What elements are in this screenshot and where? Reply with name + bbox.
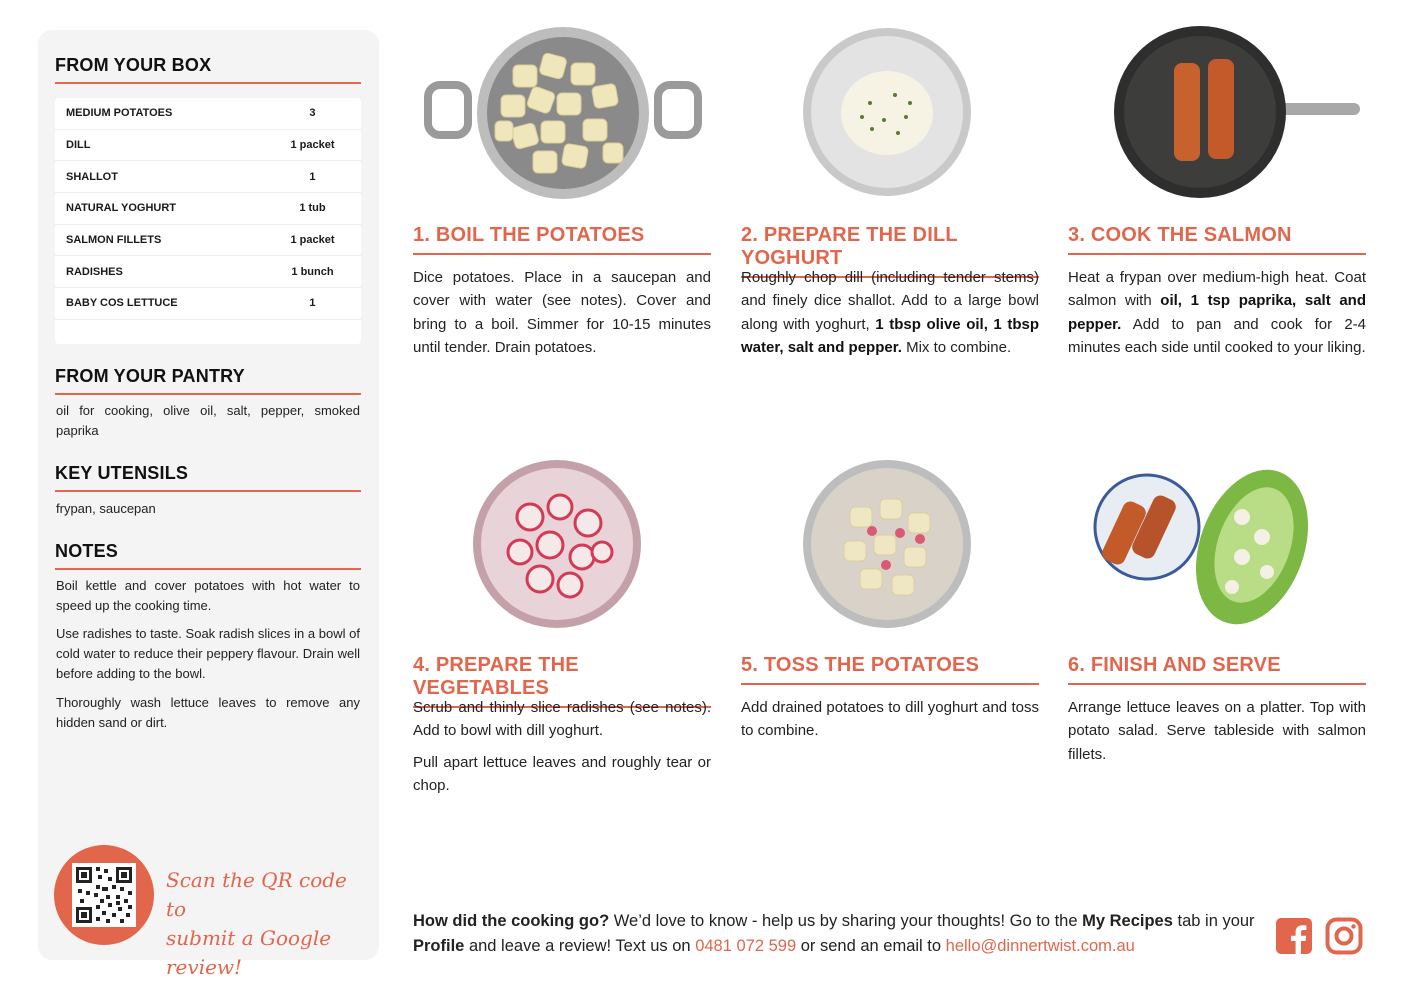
- step-5-body: [741, 696, 1039, 751]
- finished-dish-photo: [1092, 457, 1322, 632]
- footer-text-1: We’d love to know - help us by sharing your thoughts! Go to the: [609, 912, 1083, 930]
- step-5-title: 5. TOSS THE POTATOES: [741, 654, 1039, 685]
- step-2-title: 2. PREPARE THE DILL YOGHURT: [741, 224, 1039, 278]
- ingredient-row: [55, 161, 361, 193]
- step-paragraph: Pull apart lettuce leaves and roughly tear or chop.: [413, 753, 711, 795]
- ingredient-quantity: 3: [309, 107, 316, 120]
- phone-link[interactable]: 0481 072 599: [695, 937, 797, 955]
- from-your-box-heading: FROM YOUR BOX: [55, 55, 361, 84]
- key-utensils-heading: KEY UTENSILS: [55, 463, 361, 492]
- step-6-title: 6. FINISH AND SERVE: [1068, 654, 1366, 685]
- step-3-body: [1068, 266, 1366, 368]
- profile-link[interactable]: Profile: [413, 937, 465, 955]
- instagram-icon[interactable]: [1325, 917, 1363, 955]
- potato-salad-bowl-photo: [800, 457, 975, 632]
- ingredient-row: [55, 193, 361, 225]
- ingredient-name: DILL: [66, 139, 91, 152]
- facebook-icon[interactable]: [1275, 917, 1313, 955]
- radish-bowl-photo: [470, 457, 645, 632]
- ingredient-row: [55, 288, 361, 320]
- ingredients-table: [55, 98, 361, 344]
- qr-caption: [166, 866, 366, 982]
- ingredient-name: SALMON FILLETS: [66, 234, 162, 247]
- ingredient-name: SHALLOT: [66, 170, 118, 183]
- step-1-title: 1. BOIL THE POTATOES: [413, 224, 711, 255]
- ingredient-name: MEDIUM POTATOES: [66, 107, 173, 120]
- boiled-potatoes-photo: [423, 25, 703, 200]
- note-3: Thoroughly wash lettuce leaves to remove any hidden sand or dirt.: [56, 695, 360, 730]
- ingredient-name: RADISHES: [66, 265, 123, 278]
- ingredient-name: BABY COS LETTUCE: [66, 297, 178, 310]
- utensils-list: frypan, saucepan: [56, 501, 156, 516]
- qr-badge: [54, 845, 154, 945]
- footer-question: How did the cooking go?: [413, 912, 610, 930]
- dill-yoghurt-photo: [800, 25, 975, 200]
- footer-text-2: tab in your: [1172, 912, 1255, 930]
- ingredient-row: [55, 225, 361, 257]
- ingredient-quantity: 1 packet: [290, 234, 335, 247]
- footer-text-4: or send an email to: [796, 937, 946, 955]
- qr-code-icon[interactable]: [72, 863, 136, 927]
- ingredient-quantity: 1 packet: [290, 139, 335, 152]
- notes-heading: NOTES: [55, 541, 361, 570]
- qr-caption-line-2: submit a Google review!: [166, 926, 332, 979]
- feedback-footer: [413, 909, 1263, 959]
- step-3-title: 3. COOK THE SALMON: [1068, 224, 1366, 255]
- step-2-body: [741, 266, 1039, 368]
- ingredient-name: NATURAL YOGHURT: [66, 202, 176, 215]
- note-2: Use radishes to taste. Soak radish slices in a bowl of cold water to reduce their peppery flavour. Drain well before adding to the bowl.: [56, 626, 360, 681]
- step-4-body: [413, 696, 711, 806]
- step-1-body: [413, 266, 711, 368]
- my-recipes-tab-link[interactable]: My Recipes: [1082, 912, 1173, 930]
- salmon-frypan-photo: [1112, 25, 1362, 200]
- step-paragraph: Arrange lettuce leaves on a platter. Top with potato salad. Serve tableside with salmon fillets.: [1068, 699, 1366, 763]
- from-your-pantry-heading: FROM YOUR PANTRY: [55, 366, 361, 395]
- step-paragraph: Scrub and thinly slice radishes (see notes). Add to bowl with dill yoghurt.: [413, 699, 711, 740]
- step-paragraph: Dice potatoes. Place in a saucepan and cover with water (see notes). Cover and bring to a boil. Simmer for 10-15 minutes until tender. Drain potatoes.: [413, 269, 711, 357]
- note-1: Boil kettle and cover potatoes with hot water to speed up the cooking time.: [56, 578, 360, 613]
- ingredient-row: [55, 256, 361, 288]
- qr-caption-line-1: Scan the QR code to: [166, 868, 347, 921]
- sidebar: [38, 30, 379, 979]
- ingredient-row: [55, 98, 361, 130]
- pantry-list: oil for cooking, olive oil, salt, pepper, smoked paprika: [56, 403, 360, 438]
- step-6-body: [1068, 696, 1366, 774]
- email-link[interactable]: hello@dinnertwist.com.au: [945, 937, 1135, 955]
- step-4-title: 4. PREPARE THE VEGETABLES: [413, 654, 711, 708]
- ingredient-quantity: 1 bunch: [291, 265, 334, 278]
- step-paragraph: Heat a frypan over medium-high heat. Coat salmon with oil, 1 tsp paprika, salt and pepper. Add to pan and cook for 2-4 minutes each side until cooked to your liking.: [1068, 269, 1366, 357]
- ingredient-row: [55, 130, 361, 162]
- step-paragraph: Roughly chop dill (including tender stems) and finely dice shallot. Add to a large bowl along with yoghurt, 1 tbsp olive oil, 1 tbsp water, salt and pepper. Mix to combine.: [741, 269, 1040, 357]
- ingredient-quantity: 1 tub: [299, 202, 326, 215]
- step-paragraph: Add drained potatoes to dill yoghurt and toss to combine.: [741, 699, 1039, 740]
- footer-text-3: and leave a review! Text us on: [464, 937, 696, 955]
- ingredient-quantity: 1: [309, 297, 316, 310]
- ingredient-quantity: 1: [309, 170, 316, 183]
